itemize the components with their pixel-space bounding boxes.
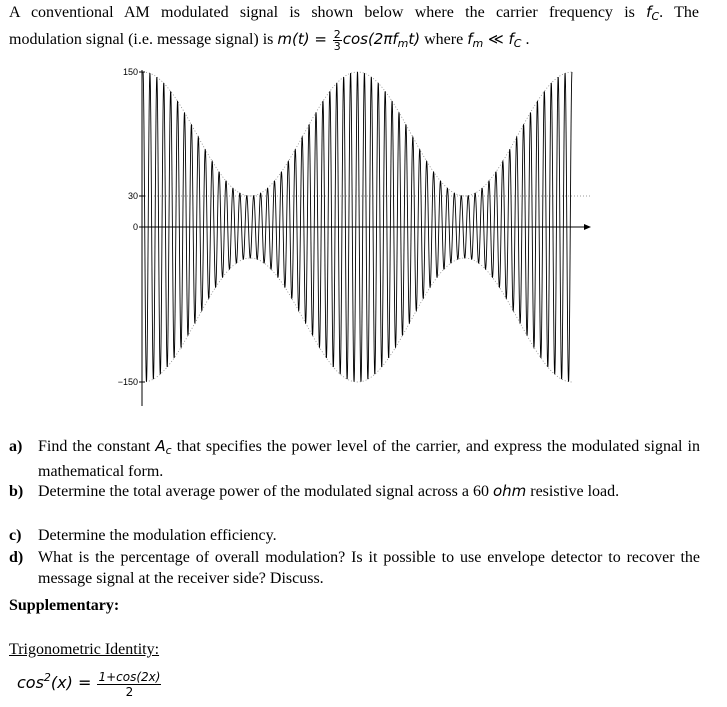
fc-subscript-2: C (513, 37, 522, 51)
y-tick-label: 0 (132, 222, 138, 232)
identity-title: Trigonometric Identity: (9, 641, 160, 658)
tick-layer (118, 67, 145, 387)
message-fn: m(t) = (277, 30, 332, 49)
intro-line-2 (9, 29, 529, 54)
question-d-label: d) (9, 549, 24, 566)
fm-subscript-a: m (397, 37, 409, 51)
question-c-text: Determine the modulation efficiency. (38, 527, 277, 544)
fc-subscript: C (651, 10, 660, 23)
supplementary-heading: Supplementary: (9, 597, 120, 614)
intro-line-1 (9, 2, 699, 27)
y-tick-label: 30 (127, 191, 138, 201)
intro-text-1: A conventional AM modulated signal is shown below where the carrier frequency is (9, 4, 647, 21)
message-fraction (333, 29, 342, 52)
question-d-text: What is the percentage of overall modulation? Is it possible to use envelope detector to recover the message signal at the receiver side? Discuss. (38, 549, 700, 587)
identity-square: 2 (43, 671, 51, 684)
intro-text-1-end: . The (659, 4, 699, 21)
ac-symbol: A (155, 437, 166, 455)
fc-symbol-2: f (508, 30, 514, 49)
question-a-text-2: that specifies the power level of the carrier, and express the modulated signal in mathematical form. (38, 438, 700, 480)
lower-envelope (143, 258, 572, 382)
question-b-text-2: resistive load. (526, 483, 620, 500)
identity-formula (17, 668, 162, 699)
fc-symbol: f (646, 3, 652, 21)
intro-where: where (420, 31, 468, 49)
identity-numerator: 1+cos(2x) (98, 669, 161, 684)
question-c-label: c) (9, 527, 22, 544)
question-b-label: b) (9, 483, 24, 500)
identity-arg: (x) = (50, 673, 97, 692)
message-cos: cos(2πf (342, 30, 398, 49)
upper-envelope (143, 72, 572, 196)
intro-text-2: modulation signal (i.e. message signal) is (9, 31, 278, 49)
ohm-unit: ohm (492, 482, 527, 500)
question-a-text-1: Find the constant (38, 438, 156, 455)
ac-subscript: c (165, 444, 172, 457)
fraction-denominator: 3 (333, 40, 341, 53)
much-less-than: ≪ (483, 30, 509, 49)
question-a-label: a) (9, 438, 23, 455)
question-b-text-1: Determine the total average power of the modulated signal across a 60 (38, 483, 493, 500)
fm-symbol: f (467, 30, 473, 49)
identity-cos: cos (17, 673, 44, 692)
message-cos-end: t) (408, 30, 421, 49)
question-b-text (38, 481, 700, 502)
am-signal-chart (105, 62, 605, 407)
identity-fraction (97, 670, 161, 699)
question-a-text (38, 436, 700, 482)
intro-end: . (521, 31, 530, 49)
fraction-numerator: 2 (333, 28, 341, 41)
x-axis-arrow-icon (584, 224, 591, 230)
y-tick-label: −150 (117, 377, 138, 387)
y-tick-label: 150 (122, 67, 138, 77)
fm-subscript-b: m (472, 37, 484, 51)
identity-denominator: 2 (125, 684, 134, 699)
